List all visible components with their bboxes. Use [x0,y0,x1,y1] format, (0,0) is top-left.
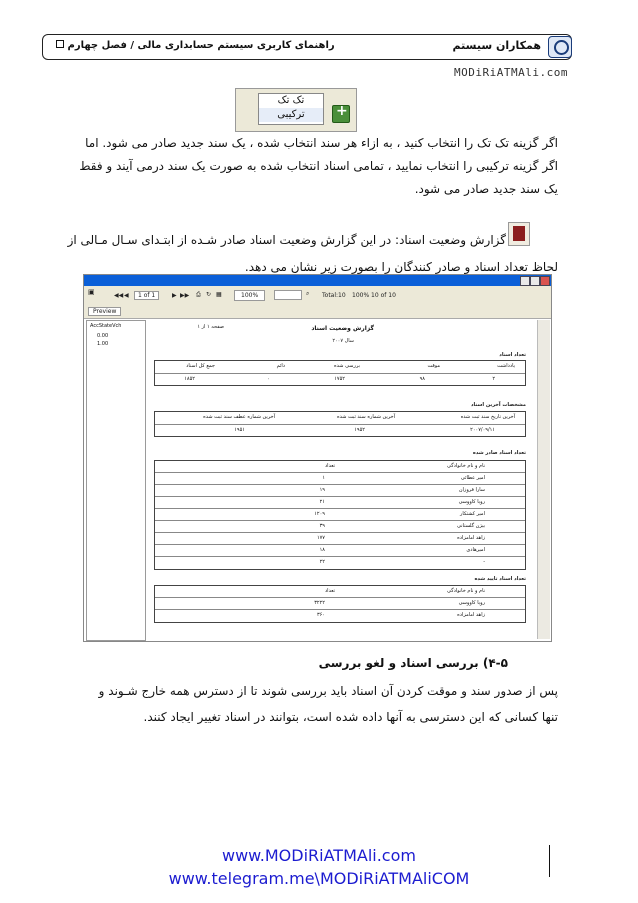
square-bullet-icon [56,40,64,48]
report-screenshot [83,274,552,642]
issuers-section-title: تعداد اسناد صادر شده [472,450,526,456]
table-row [155,597,525,609]
refresh-icon[interactable]: ↻ [206,291,212,298]
tree-root[interactable]: AccStateVch [90,323,122,329]
zoom-select[interactable]: 100% [234,290,265,301]
company-logo-icon [548,36,572,58]
last-header: آخرین شماره عطف سند ثبت شده [203,414,275,420]
report-book-icon [508,222,530,246]
count-value: ۹۸ [419,376,425,382]
issue-document-icon[interactable] [332,105,350,123]
issuers-count: ۱۹ [319,487,325,493]
menu-item-single[interactable]: تک تک [277,95,305,106]
approvers-name: زاهد امامزاده [457,612,485,618]
paragraph1-line3: یک سند جدید صادر می شود. [414,182,558,196]
grid-icon[interactable]: ▦ [216,291,222,298]
issuers-count: ۲۲ [319,559,325,565]
footer-telegram-link[interactable]: www.telegram.me\MODiRiATMAliCOM [168,869,470,888]
next-page-icon[interactable]: ▶ [172,292,177,299]
last-value: ۲۰۰۷/۰۹/۱۱ [470,427,495,433]
issuers-header: نام و نام خانوادگی [447,463,485,469]
count-header: جمع کل اسناد [186,363,215,369]
issuers-count: ۲۱ [319,499,325,505]
approvers-header: نام و نام خانوادگی [447,588,485,594]
tree-item[interactable]: 0.00 [97,333,109,339]
table-row [155,520,525,532]
report-page [148,320,534,639]
group-tree [86,320,146,641]
window-titlebar [84,275,551,286]
export-icon[interactable]: ▣ [88,288,95,296]
issuers-name: امیر کشتکار [460,511,485,517]
issuers-name: زاهد امامزاده [457,535,485,541]
table-row [155,544,525,556]
section-line1: پس از صدور سند و موقت کردن آن اسناد باید بررسی شوند تا از دسترس همه خارج شـوند و [98,684,558,698]
header-title: راهنمای کاربری سیستم حسابداری مالی / فصل چهارم [53,40,335,51]
count-value: ۲ [492,376,495,382]
count-header: دائم [276,363,285,369]
report-toolbar [84,286,551,319]
approvers-header: تعداد [324,588,335,594]
section-line2: تنها کسانی که این دسترسی به آنها داده شده است، بتوانند در اسناد تغییر ایجاد کنند. [143,710,558,724]
issuers-name: رویا کاووسی [458,499,485,505]
count-value: ۱۷۵۲ [334,376,345,382]
issuers-name: امیر عطائی [460,475,485,481]
maximize-icon[interactable] [530,276,540,286]
approvers-section-title: تعداد اسناد تایید شده [474,576,526,582]
first-page-icon[interactable]: ◀◀ [114,292,124,299]
paragraph2-line1: گزارش وضعیت اسناد: در این گزارش وضعیت اسناد صادر شـده از ابتـدای سـال مـالی از [67,233,506,247]
header-site: MODiRiATMAli.com [454,66,568,79]
count-header: موقت [427,363,440,369]
tree-item[interactable]: 1.00 [97,341,109,347]
table-row [155,556,525,568]
issuers-count: ۱ [322,475,325,481]
table-row [155,508,525,520]
prev-page-icon[interactable]: ◀ [124,292,129,299]
popup-screenshot [235,88,357,132]
issuers-table [154,460,526,570]
minimize-icon[interactable] [520,276,530,286]
count-label: 100% 10 of 10 [352,292,396,299]
count-value: ۰ [267,376,270,382]
table-row [155,472,525,484]
count-header: بررسی شده [334,363,360,369]
count-section-title: تعداد اسناد [499,352,526,358]
issuers-header: تعداد [324,463,335,469]
issuers-count: ۱۸ [319,547,325,553]
paragraph2-line2: لحاظ تعداد اسناد و صادر کنندگان را بصورت زیر نشان می دهد. [244,260,558,274]
approvers-count: ۳۲۲۲ [314,600,325,606]
issuers-name: - [483,559,485,565]
menu-item-combined[interactable]: ترکیبی [259,108,323,122]
paragraph1-line1: اگر گزینه تک تک را انتخاب کنید ، به ازاء هر سند انتخاب شده ، یک سند جدید صادر می شود. اما [85,136,558,150]
last-value: ۱۹۵۱ [234,427,245,433]
issuers-name: امیرهادی [466,547,485,553]
print-icon[interactable]: ⎙ [196,291,201,298]
issuers-count: ۱۷۷ [316,535,325,541]
report-page-label: صفحه ۱ از ۱ [197,324,224,330]
tab-preview[interactable]: Preview [88,307,121,316]
approvers-table [154,585,526,623]
last-header: آخرین تاریخ سند ثبت شده [460,414,515,420]
section-heading: ۴-۵) بررسی اسناد و لغو بررسی [318,656,508,670]
total-label: Total:10 [322,292,346,299]
count-header: یادداشت [497,363,515,369]
table-row [155,609,525,621]
search-input[interactable] [274,290,302,300]
footer-site-link[interactable]: www.MODiRiATMAli.com [222,846,416,865]
count-table [154,360,526,386]
page-header [42,34,572,60]
approvers-name: رویا کاووسی [458,600,485,606]
approvers-count: ۳۶۰ [316,612,325,618]
last-section-title: مشخصات آخرین اسناد [470,402,526,408]
find-icon[interactable]: ⌕ [306,290,310,297]
close-icon[interactable] [540,276,550,286]
issuers-name: سارا فروزان [458,487,485,493]
header-brand: همکاران سیستم [452,39,541,52]
table-row [155,532,525,544]
table-row [155,484,525,496]
report-year: سال ۲۰۰۷ [332,338,354,344]
last-page-icon[interactable]: ▶▶ [180,292,190,299]
issuers-count: ۱۲۰۹ [314,511,325,517]
report-title: گزارش وضعیت اسناد [311,325,374,332]
issuers-count: ۳۹ [319,523,325,529]
last-table [154,411,526,437]
last-header: آخرین شماره سند ثبت شده [337,414,395,420]
page-display: 1 of 1 [134,291,159,300]
popup-menu [258,93,324,125]
last-value: ۱۹۵۲ [354,427,365,433]
count-value: ۱۸۵۲ [184,376,195,382]
report-scrollbar[interactable] [537,320,550,639]
issuers-name: بیژن گلستانی [456,523,485,529]
paragraph1-line2: اگر گزینه ترکیبی را انتخاب نمایید ، تمامی اسناد انتخاب شده به صورت یک سند درمی آیند و فقط [79,159,558,173]
table-row [155,496,525,508]
